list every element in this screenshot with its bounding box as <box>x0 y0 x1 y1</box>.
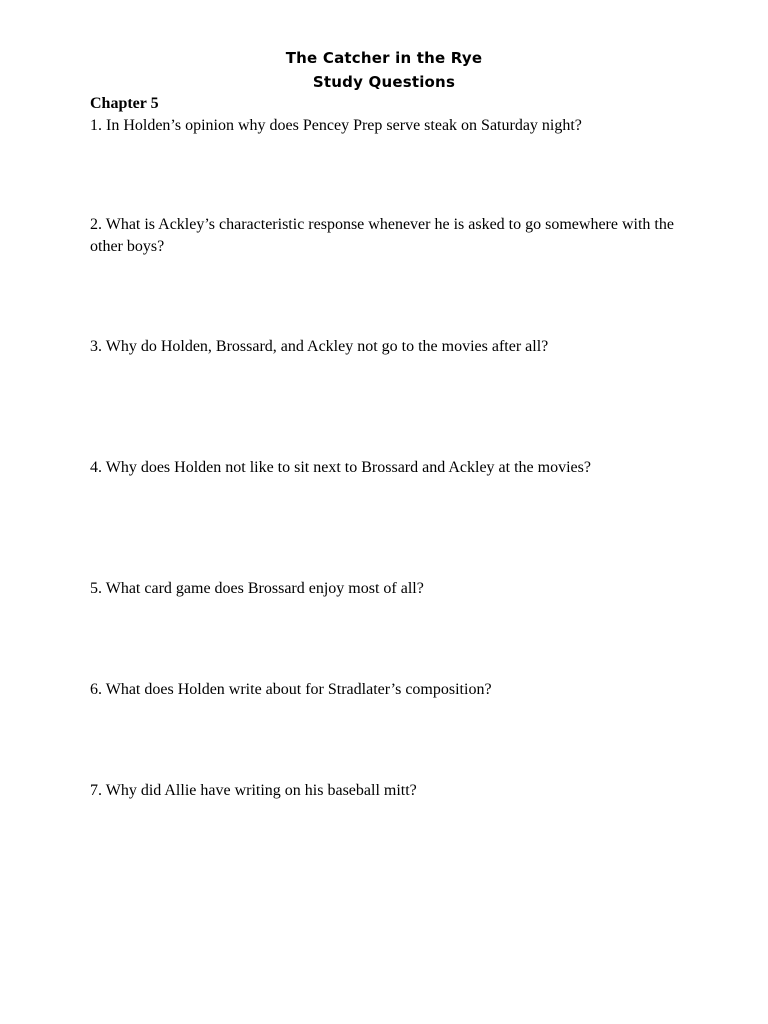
document-subtitle: Study Questions <box>312 73 456 91</box>
question-2: 2. What is Ackley’s characteristic response whenever he is asked to go somewhere with the other boys? <box>90 216 674 255</box>
question-3: 3. Why do Holden, Brossard, and Ackley not go to the movies after all? <box>90 338 549 355</box>
chapter-heading: Chapter 5 <box>90 95 159 112</box>
question-7: 7. Why did Allie have writing on his baseball mitt? <box>90 782 417 799</box>
question-5: 5. What card game does Brossard enjoy most of all? <box>90 580 424 597</box>
question-1: 1. In Holden’s opinion why does Pencey Prep serve steak on Saturday night? <box>90 117 582 134</box>
question-6: 6. What does Holden write about for Stradlater’s composition? <box>90 681 492 698</box>
document-title: The Catcher in the Rye <box>285 49 483 67</box>
question-4: 4. Why does Holden not like to sit next to Brossard and Ackley at the movies? <box>90 459 591 476</box>
